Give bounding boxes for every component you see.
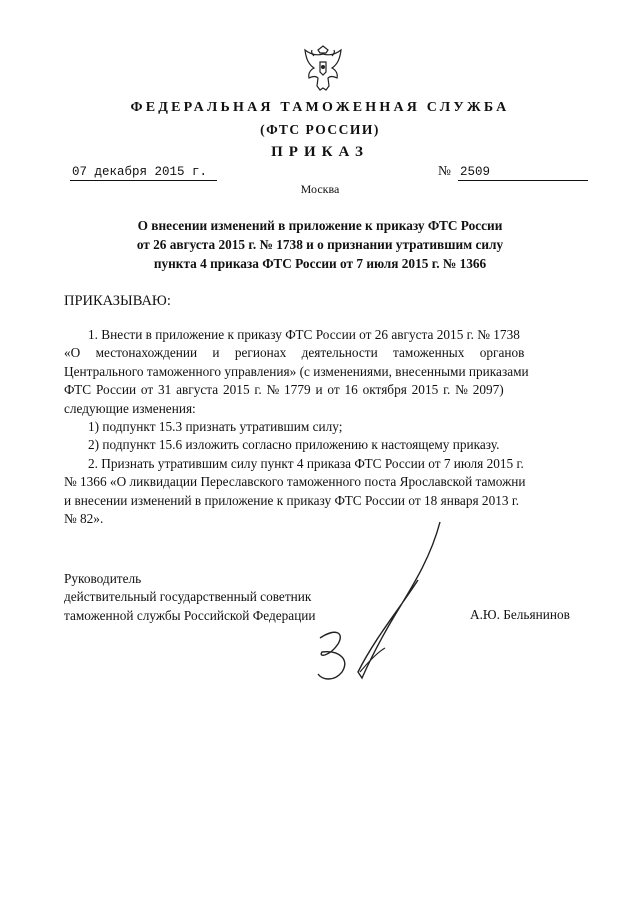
subject-line: от 26 августа 2015 г. № 1738 и о признании утратившим силу — [136, 237, 504, 252]
order-number-label: № — [438, 163, 451, 178]
paragraph-line: 1. Внести в приложение к приказу ФТС России от 26 августа 2015 г. № 1738 — [88, 327, 520, 342]
list-item: 2) подпункт 15.6 изложить согласно приложению к настоящему приказу. — [88, 437, 500, 453]
signatory-title-line: Руководитель — [64, 571, 142, 586]
paragraph-line: ФТС России от 31 августа 2015 г. № 1779 и от 16 октября 2015 г. № 2097) — [64, 382, 504, 398]
agency-abbreviation: (ФТС РОССИИ) — [260, 122, 380, 137]
signatory-title-line: таможенной службы Российской Федерации — [64, 607, 316, 623]
paragraph-line: 2. Признать утратившим силу пункт 4 приказа ФТС России от 7 июля 2015 г. — [88, 455, 524, 471]
coat-of-arms-emblem — [300, 44, 346, 94]
signatory-title-line: действительный государственный советник — [64, 589, 312, 605]
agency-name: ФЕДЕРАЛЬНАЯ ТАМОЖЕННАЯ СЛУЖБА — [130, 100, 510, 115]
signatory-name: А.Ю. Бельянинов — [470, 607, 570, 622]
order-number: 2509 — [458, 164, 588, 181]
document-type: ПРИКАЗ — [271, 144, 369, 160]
paragraph-line: «О местонахождении и регионах деятельности таможенных органов — [64, 345, 525, 361]
list-item: 1) подпункт 15.3 признать утратившим силу; — [88, 419, 343, 435]
order-body — [64, 326, 584, 528]
paragraph-line: и внесении изменений в приложение к приказу ФТС России от 18 января 2013 г. — [64, 492, 520, 508]
paragraph-line: № 1366 «О ликвидации Переславского таможенного поста Ярославской таможни — [64, 474, 526, 490]
order-directive: ПРИКАЗЫВАЮ: — [64, 293, 171, 309]
order-subject — [100, 216, 540, 273]
paragraph-line: Центрального таможенного управления» (с изменениями, внесенными приказами — [64, 363, 529, 379]
paragraph-line: следующие изменения: — [64, 400, 196, 416]
signatory-title — [64, 570, 316, 625]
handwritten-signature — [300, 520, 450, 690]
order-date: 07 декабря 2015 г. — [70, 164, 217, 181]
paragraph-line: № 82». — [64, 511, 104, 527]
city: Москва — [300, 182, 340, 196]
subject-line: пункта 4 приказа ФТС России от 7 июля 2015 г. № 1366 — [153, 256, 487, 271]
subject-line: О внесении изменений в приложение к приказу ФТС России — [137, 218, 503, 233]
